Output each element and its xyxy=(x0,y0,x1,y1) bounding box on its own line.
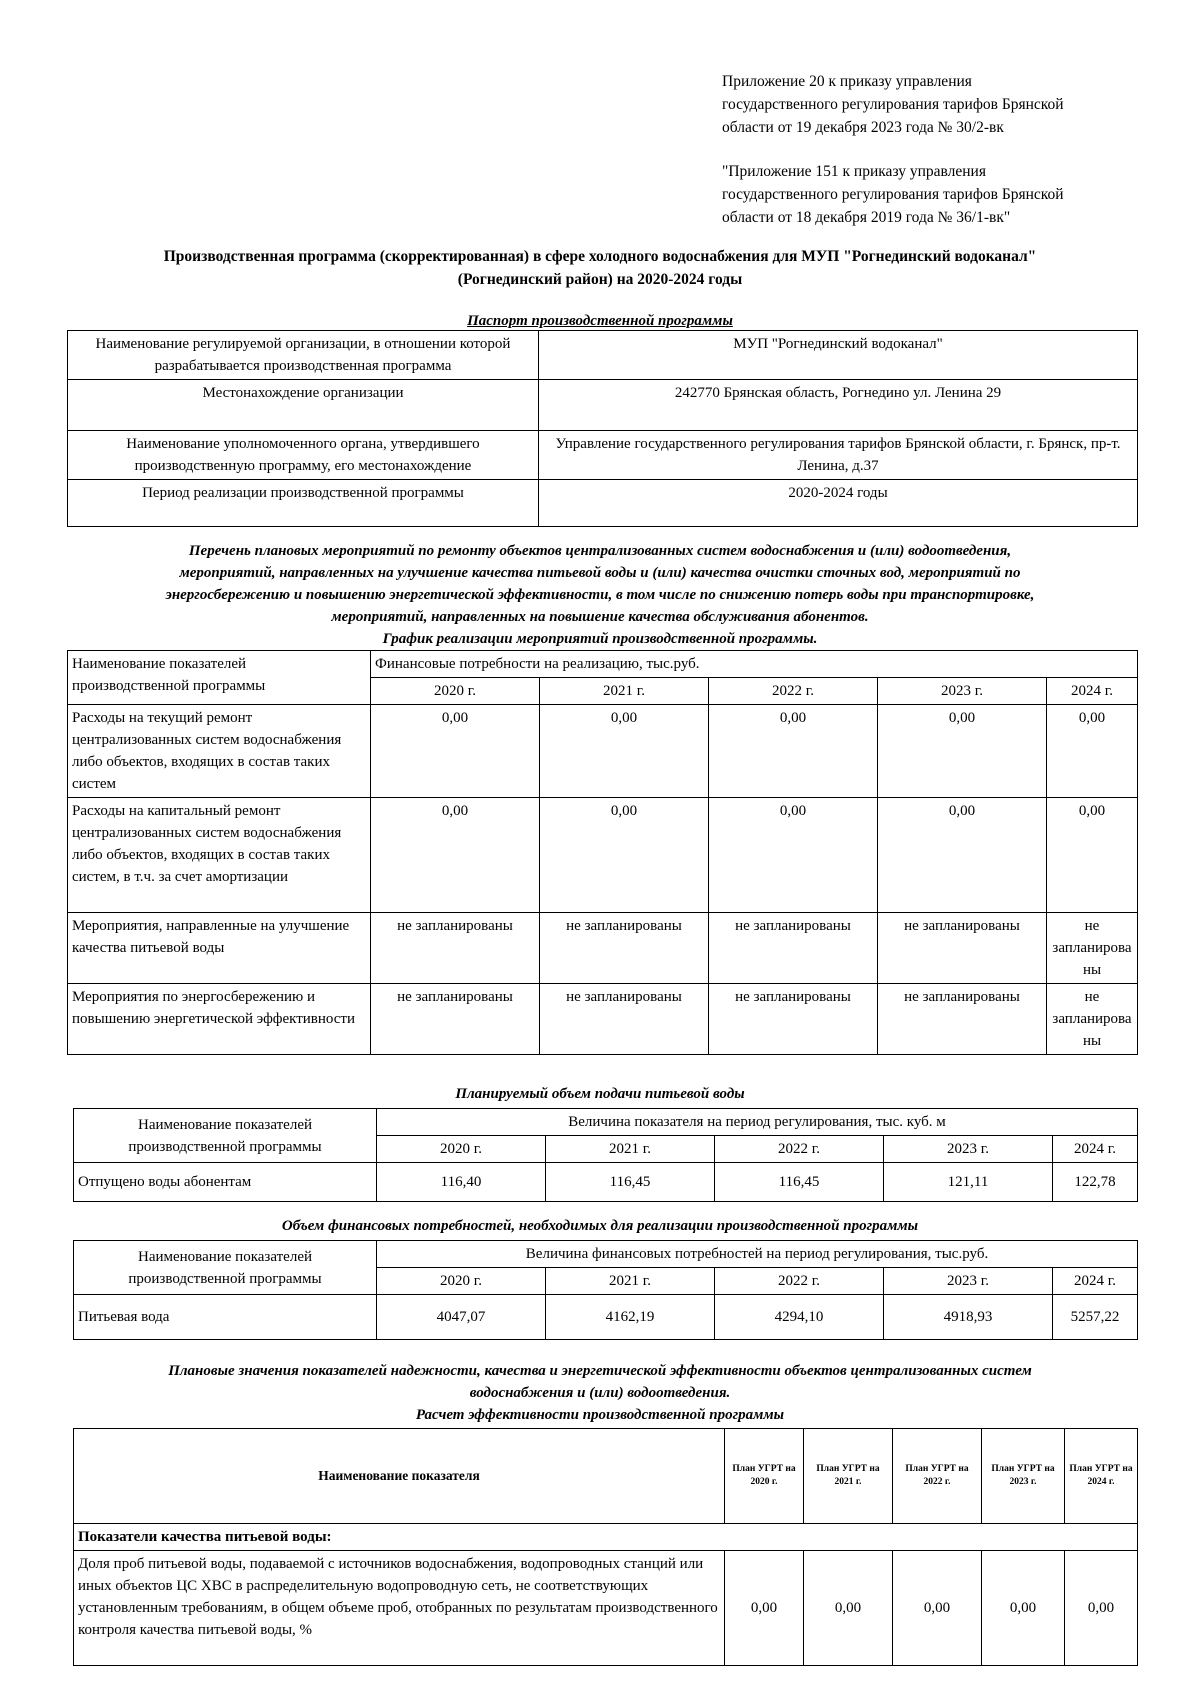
year-header: 2022 г. xyxy=(715,1136,884,1163)
cell-value: 0,00 xyxy=(540,798,709,913)
year-header: 2024 г. xyxy=(1053,1268,1138,1295)
appendix-151-line: области от 18 декабря 2019 года № 36/1-вк" xyxy=(722,209,1011,226)
cell-value: не запланированы xyxy=(540,913,709,984)
plan-column-header: План УГРТ на 2022 г. xyxy=(893,1429,982,1524)
column-header-name: Наименование показателей производственной программы xyxy=(74,1241,377,1295)
cell-value: 5257,22 xyxy=(1053,1295,1138,1340)
appendix-20-line: Приложение 20 к приказу управления xyxy=(722,73,972,90)
indicators-table xyxy=(73,1428,1138,1666)
year-header: 2023 г. xyxy=(878,678,1047,705)
table-section-row xyxy=(74,1524,1138,1551)
finance-heading: Объем финансовых потребностей, необходимых для реализации производственной программы xyxy=(281,1218,919,1234)
passport-label: Наименование уполномоченного органа, утвердившего производственную программу, его местонахождение xyxy=(68,431,539,480)
passport-heading: Паспорт производственной программы xyxy=(467,313,733,329)
cell-value: не запланированы xyxy=(540,984,709,1055)
cell-value: 0,00 xyxy=(1047,798,1138,913)
title-line: (Рогнединский район) на 2020-2024 годы xyxy=(457,271,743,288)
cell-value: не запланированы xyxy=(709,913,878,984)
table-row xyxy=(74,1551,1138,1666)
year-header: 2023 г. xyxy=(884,1136,1053,1163)
year-header: 2022 г. xyxy=(715,1268,884,1295)
appendix-151-line: государственного регулирования тарифов Брянской xyxy=(722,186,1064,203)
row-name: Отпущено воды абонентам xyxy=(74,1163,377,1202)
table-header-row xyxy=(74,1429,1138,1524)
cell-value: 0,00 xyxy=(709,705,878,798)
appendix-151-note xyxy=(722,160,1142,229)
row-name: Мероприятия по энергосбережению и повышению энергетической эффективности xyxy=(68,984,371,1055)
table-row xyxy=(68,984,1138,1055)
year-header: 2021 г. xyxy=(546,1268,715,1295)
year-header: 2020 г. xyxy=(377,1268,546,1295)
passport-table xyxy=(67,330,1138,527)
cell-value: не запланированы xyxy=(878,984,1047,1055)
column-header-name: Наименование показателей производственной программы xyxy=(68,651,371,705)
cell-value: 0,00 xyxy=(878,798,1047,913)
column-header-group: Величина показателя на период регулирования, тыс. куб. м xyxy=(377,1109,1138,1136)
efficiency-heading: Расчет эффективности производственной программы xyxy=(415,1407,785,1423)
section-title: Показатели качества питьевой воды: xyxy=(74,1524,1138,1551)
cell-value: 4047,07 xyxy=(377,1295,546,1340)
cell-value: 0,00 xyxy=(371,798,540,913)
year-header: 2020 г. xyxy=(377,1136,546,1163)
passport-value: МУП "Рогнединский водоканал" xyxy=(539,331,1138,380)
cell-value: 0,00 xyxy=(709,798,878,913)
schedule-heading: График реализации мероприятий производственной программы. xyxy=(382,631,818,647)
row-name: Питьевая вода xyxy=(74,1295,377,1340)
plan-column-header: План УГРТ на 2020 г. xyxy=(725,1429,804,1524)
document-title xyxy=(70,245,1130,291)
cell-value: 0,00 xyxy=(1047,705,1138,798)
cell-value: не запланированы xyxy=(371,984,540,1055)
passport-value: Управление государственного регулирования тарифов Брянской области, г. Брянск, пр-т. Ленина, д.37 xyxy=(539,431,1138,480)
year-header: 2020 г. xyxy=(371,678,540,705)
cell-value: 122,78 xyxy=(1053,1163,1138,1202)
cell-value: не запланированы xyxy=(709,984,878,1055)
cell-value: не запланированы xyxy=(878,913,1047,984)
plan-column-header: План УГРТ на 2021 г. xyxy=(804,1429,893,1524)
appendix-20-line: государственного регулирования тарифов Брянской xyxy=(722,96,1064,113)
column-header-name: Наименование показателей производственной программы xyxy=(74,1109,377,1163)
passport-value: 2020-2024 годы xyxy=(539,480,1138,527)
cell-value: не запланирова ны xyxy=(1047,913,1138,984)
cell-value: не запланированы xyxy=(371,913,540,984)
table-row xyxy=(68,798,1138,913)
cell-value: 116,45 xyxy=(546,1163,715,1202)
cell-value: 0,00 xyxy=(540,705,709,798)
cell-value: 0,00 xyxy=(371,705,540,798)
table-row xyxy=(68,380,1138,431)
cell-value: 116,40 xyxy=(377,1163,546,1202)
volume-table xyxy=(73,1108,1138,1202)
column-header-indicator: Наименование показателя xyxy=(74,1429,725,1524)
cell-value: 0,00 xyxy=(804,1551,893,1666)
table-row xyxy=(68,431,1138,480)
row-name: Расходы на капитальный ремонт централизованных систем водоснабжения либо объектов, входящих в состав таких систем, в т.ч. за счет амортизации xyxy=(68,798,371,913)
indicators-heading xyxy=(60,1360,1140,1426)
row-name: Мероприятия, направленные на улучшение качества питьевой воды xyxy=(68,913,371,984)
row-name: Расходы на текущий ремонт централизованных систем водоснабжения либо объектов, входящих в состав таких систем xyxy=(68,705,371,798)
measures-heading-line: энергосбережению и повышению энергетической эффективности, в том числе по снижению потерь воды при транспортировке, xyxy=(165,587,1035,603)
year-header: 2024 г. xyxy=(1053,1136,1138,1163)
cell-value: 4162,19 xyxy=(546,1295,715,1340)
row-name: Доля проб питьевой воды, подаваемой с источников водоснабжения, водопроводных станций или иных объектов ЦС ХВС в распределительную водопроводную сеть, не соответствующих установленным требованиям, в общем объеме проб, отобранных по результатам производственного контроля качества питьевой воды, % xyxy=(74,1551,725,1666)
table-row xyxy=(74,1295,1138,1340)
plan-column-header: План УГРТ на 2023 г. xyxy=(982,1429,1065,1524)
appendix-20-note xyxy=(722,70,1142,139)
volume-heading: Планируемый объем подачи питьевой воды xyxy=(455,1086,745,1102)
table-header-row xyxy=(68,651,1138,678)
year-header: 2022 г. xyxy=(709,678,878,705)
cell-value: 4918,93 xyxy=(884,1295,1053,1340)
appendix-20-line: области от 19 декабря 2023 года № 30/2-вк xyxy=(722,119,1004,136)
cell-value: 0,00 xyxy=(982,1551,1065,1666)
year-header: 2021 г. xyxy=(540,678,709,705)
measures-heading-line: Перечень плановых мероприятий по ремонту объектов централизованных систем водоснабжения и (или) водоотведения, xyxy=(188,543,1012,559)
table-row xyxy=(68,705,1138,798)
cell-value: 116,45 xyxy=(715,1163,884,1202)
cell-value: 4294,10 xyxy=(715,1295,884,1340)
measures-heading xyxy=(60,540,1140,650)
finance-table xyxy=(73,1240,1138,1340)
table-row xyxy=(68,331,1138,380)
passport-label: Местонахождение организации xyxy=(68,380,539,431)
table-header-row xyxy=(74,1241,1138,1268)
measures-heading-line: мероприятий, направленных на улучшение качества питьевой воды и (или) качества очистки сточных вод, мероприятий по xyxy=(179,565,1021,581)
cell-value: 0,00 xyxy=(893,1551,982,1666)
plan-column-header: План УГРТ на 2024 г. xyxy=(1065,1429,1138,1524)
year-header: 2024 г. xyxy=(1047,678,1138,705)
table-header-row xyxy=(74,1109,1138,1136)
year-header: 2021 г. xyxy=(546,1136,715,1163)
indicators-heading-line: Плановые значения показателей надежности, качества и энергетической эффективности объектов централизованных систем xyxy=(168,1363,1032,1379)
indicators-heading-line: водоснабжения и (или) водоотведения. xyxy=(469,1385,731,1401)
year-header: 2023 г. xyxy=(884,1268,1053,1295)
cell-value: 0,00 xyxy=(1065,1551,1138,1666)
cell-value: не запланирова ны xyxy=(1047,984,1138,1055)
passport-label: Период реализации производственной программы xyxy=(68,480,539,527)
column-header-group: Финансовые потребности на реализацию, тыс.руб. xyxy=(371,651,1138,678)
column-header-group: Величина финансовых потребностей на период регулирования, тыс.руб. xyxy=(377,1241,1138,1268)
table-row xyxy=(68,913,1138,984)
passport-label: Наименование регулируемой организации, в отношении которой разрабатывается производственная программа xyxy=(68,331,539,380)
measures-heading-line: мероприятий, направленных на повышение качества обслуживания абонентов. xyxy=(331,609,869,625)
passport-value: 242770 Брянская область, Рогнедино ул. Ленина 29 xyxy=(539,380,1138,431)
cell-value: 0,00 xyxy=(878,705,1047,798)
cell-value: 121,11 xyxy=(884,1163,1053,1202)
title-line: Производственная программа (скорректированная) в сфере холодного водоснабжения для МУП "Рогнединский водоканал" xyxy=(163,248,1037,265)
table-row xyxy=(68,480,1138,527)
cell-value: 0,00 xyxy=(725,1551,804,1666)
measures-table xyxy=(67,650,1138,1055)
table-row xyxy=(74,1163,1138,1202)
appendix-151-line: "Приложение 151 к приказу управления xyxy=(722,163,986,180)
